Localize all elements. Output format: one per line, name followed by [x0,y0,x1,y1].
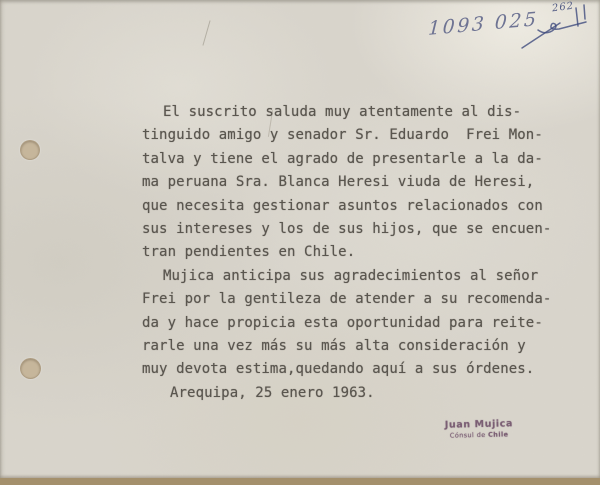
letter-line: rarle una vez más su más alta consideración y [142,337,526,354]
letter-line: que necesita gestionar asuntos relacionados con [142,197,543,214]
stamp-title-country: Chile [488,430,509,439]
letter-line: El suscrito saluda muy atentamente al dis- [163,104,522,120]
handwritten-paraph-icon [515,0,595,55]
punch-hole-bottom [20,358,41,379]
letter-line: da y hace propicia esta oportunidad para reite- [142,314,543,331]
letter-line: tran pendientes en Chile. [142,244,356,261]
letter-date-line: Arequipa, 25 enero 1963. [170,384,375,401]
letter-line: Frei por la gentileza de atender a su recomenda- [142,291,552,308]
letter-line: tinguido amigo y senador Sr. Eduardo Frei Mon- [142,127,543,144]
letter-body [142,101,562,405]
letter-line: ma peruana Sra. Blanca Heresi viuda de Heresi, [142,174,535,191]
consul-stamp [436,418,522,440]
stamp-title-prefix: Cónsul de [449,430,489,440]
stamp-name: Juan Mujica [444,418,514,431]
letter-line: Mujica anticipa sus agradecimientos al señor [163,267,539,284]
letter-line: muy devota estima,quedando aquí a sus órdenes. [142,361,535,378]
letter-line: sus intereses y los de sus hijos, que se encuen- [142,220,552,237]
letter-line: talva y tiene el agrado de presentarle a la da- [142,150,543,167]
handwritten-catalog-number: 1093 025 [427,8,540,40]
handwritten-page-number: 262 [551,0,575,15]
punch-hole-top [20,140,40,160]
